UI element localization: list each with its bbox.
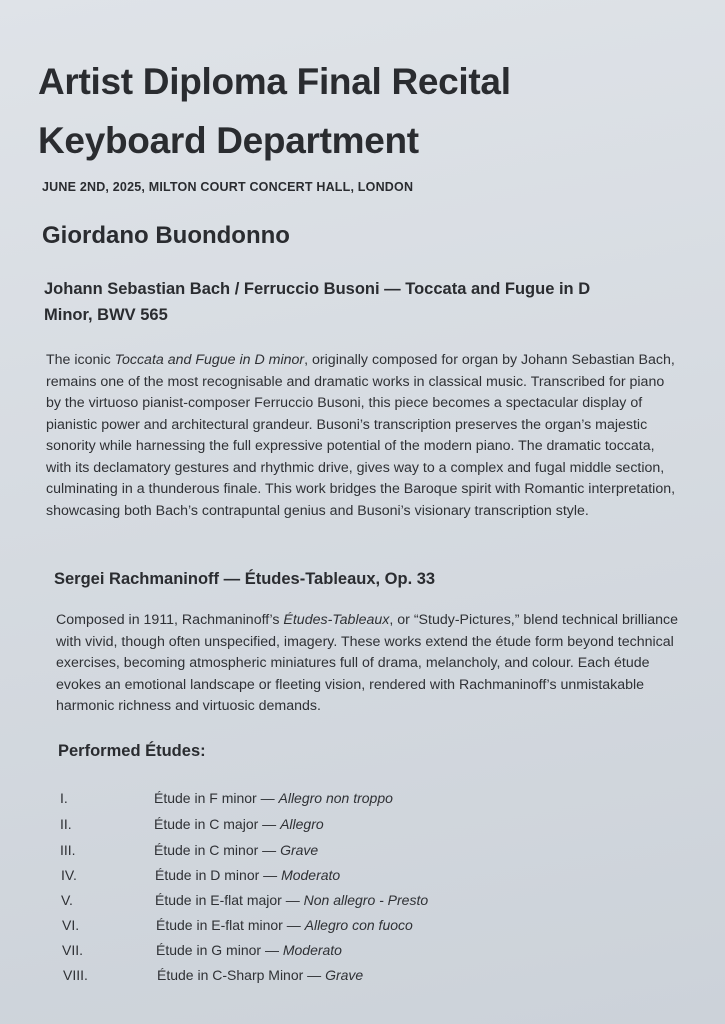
etude-title: Étude in E-flat major — Non allegro - Presto [155,892,429,908]
etude-number: VIII. [63,967,88,983]
etude-title: Étude in D minor — Moderato [155,867,341,883]
etude-number: I. [60,790,68,806]
rachmaninoff-description: Composed in 1911, Rachmaninoff’s Études-Tableaux, or “Study-Pictures,” blend technical brilliance with vivid, though often unspecified, imagery. These works extend the étude form beyond technical exercises, becoming atmospheric miniatures full of drama, melancholy, and colour. Each étude evokes an emotional landscape or fleeting vision, rendered with Rachmaninoff’s unmistakable harmonic richness and virtuosic demands. [56,612,678,714]
etude-title: Étude in F minor — Allegro non troppo [154,790,393,806]
bach-busoni-heading [44,276,684,328]
etude-number: II. [60,816,72,832]
etude-title: Étude in E-flat minor — Allegro con fuoco [156,917,413,933]
etude-number: III. [60,842,76,858]
bach-busoni-description: The iconic Toccata and Fugue in D minor, originally composed for organ by Johann Sebastian Bach, remains one of the most recognisable and dramatic works in classical music. Transcribed for piano by the virtuoso pianist-composer Ferruccio Busoni, this piece becomes a spectacular display of pianistic power and architectural grandeur. Busoni’s transcription preserves the organ’s majestic sonority while harnessing the full expressive potential of the modern piano. The dramatic toccata, with its declamatory gestures and rhythmic drive, gives way to a complex and fugal middle section, culminating in a thunderous finale. This work bridges the Baroque spirit with Romantic interpretation, showcasing both Bach’s contrapuntal genius and Busoni’s visionary transcription style. [46,352,676,519]
bach-heading-line-1: Johann Sebastian Bach / Ferruccio Busoni — Toccata and Fugue in D [44,280,591,298]
etude-number: VII. [62,942,84,958]
performed-etudes-heading: Performed Études: [58,742,206,760]
title-line-2: Keyboard Department [38,120,419,161]
etude-number: V. [61,892,73,908]
etude-title: Étude in C major — Allegro [154,816,324,832]
date-venue: JUNE 2ND, 2025, MILTON COURT CONCERT HALL, LONDON [42,180,414,194]
rachmaninoff-heading: Sergei Rachmaninoff — Études-Tableaux, Op. 33 [54,570,436,588]
etude-title: Étude in C-Sharp Minor — Grave [157,967,364,983]
etude-title: Étude in G minor — Moderato [156,942,342,958]
recital-title [38,52,511,170]
bach-heading-line-2: Minor, BWV 565 [44,306,168,324]
etude-title: Étude in C minor — Grave [154,842,319,858]
etude-number: VI. [62,917,80,933]
title-line-1: Artist Diploma Final Recital [38,61,511,102]
performer-name: Giordano Buondonno [42,222,290,249]
etude-number: IV. [61,867,77,883]
